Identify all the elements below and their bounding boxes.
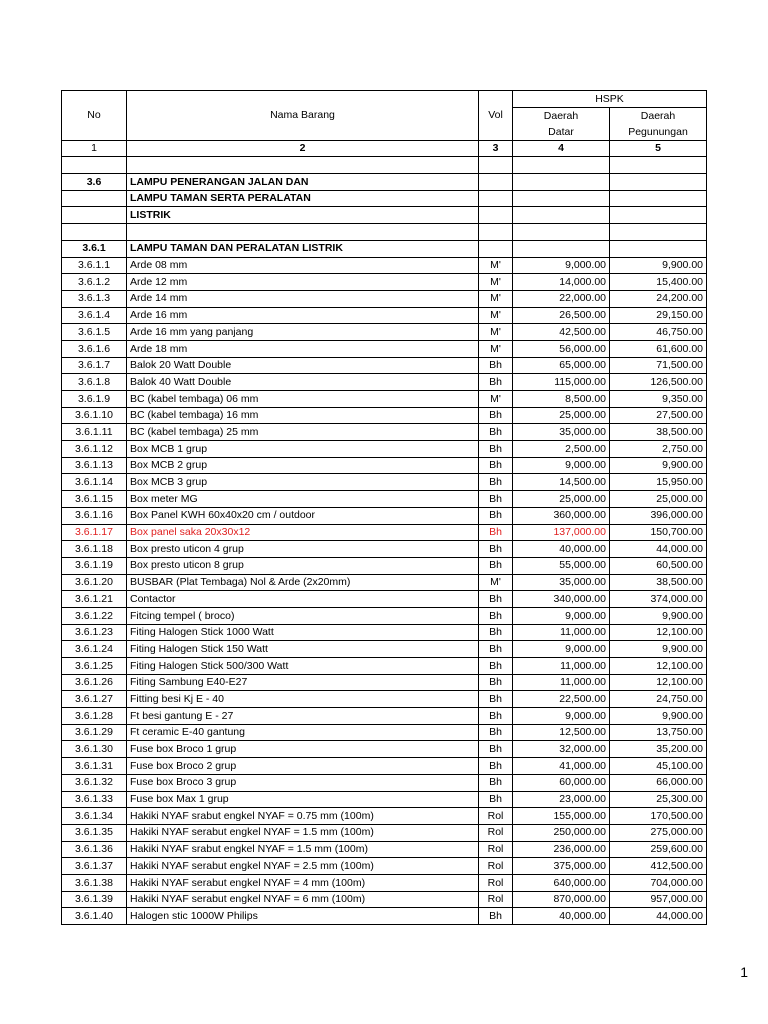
- item-name: Hakiki NYAF serabut engkel NYAF = 4 mm (100m): [127, 874, 479, 891]
- item-no: 3.6.1.40: [62, 908, 127, 925]
- item-price-pegunungan: 44,000.00: [610, 541, 707, 558]
- item-price-pegunungan: 27,500.00: [610, 407, 707, 424]
- item-no: 3.6.1.33: [62, 791, 127, 808]
- table-row: [62, 441, 707, 458]
- item-vol: M': [479, 574, 513, 591]
- table-row: [62, 524, 707, 541]
- table-row: [62, 307, 707, 324]
- item-price-datar: 360,000.00: [513, 507, 610, 524]
- item-no: 3.6.1.25: [62, 658, 127, 675]
- item-no: 3.6.1.22: [62, 607, 127, 624]
- item-price-pegunungan: 12,100.00: [610, 624, 707, 641]
- item-price-datar: 41,000.00: [513, 758, 610, 775]
- table-row: [62, 658, 707, 675]
- header-row-1: [62, 91, 707, 108]
- header-daerah-datar-line1: Daerah: [543, 109, 579, 122]
- section-row-2: [62, 190, 707, 207]
- table-row: [62, 491, 707, 508]
- item-name: Fuse box Broco 1 grup: [127, 741, 479, 758]
- item-no: 3.6.1.35: [62, 824, 127, 841]
- item-price-datar: 35,000.00: [513, 424, 610, 441]
- col-number-5: 5: [610, 140, 707, 157]
- item-price-datar: 11,000.00: [513, 674, 610, 691]
- item-name: Fiting Sambung E40-E27: [127, 674, 479, 691]
- table-row: [62, 758, 707, 775]
- table-row: [62, 824, 707, 841]
- item-vol: Bh: [479, 507, 513, 524]
- blank-row: [62, 224, 707, 241]
- header-nama-barang: Nama Barang: [127, 91, 479, 141]
- item-name: Fiting Halogen Stick 500/300 Watt: [127, 658, 479, 675]
- item-no: 3.6.1.2: [62, 274, 127, 291]
- item-price-pegunungan: 25,000.00: [610, 491, 707, 508]
- item-price-datar: 870,000.00: [513, 891, 610, 908]
- item-price-datar: 137,000.00: [513, 524, 610, 541]
- item-price-datar: 56,000.00: [513, 340, 610, 357]
- item-vol: Rol: [479, 891, 513, 908]
- item-price-datar: 155,000.00: [513, 808, 610, 825]
- item-no: 3.6.1.5: [62, 324, 127, 341]
- header-no: No: [62, 91, 127, 141]
- item-price-pegunungan: 9,350.00: [610, 391, 707, 408]
- item-price-pegunungan: 25,300.00: [610, 791, 707, 808]
- item-vol: Bh: [479, 908, 513, 925]
- item-no: 3.6.1.39: [62, 891, 127, 908]
- header-hspk: HSPK: [513, 91, 707, 108]
- item-vol: Rol: [479, 841, 513, 858]
- item-no: 3.6.1.8: [62, 374, 127, 391]
- item-name: Box MCB 1 grup: [127, 441, 479, 458]
- item-price-datar: 11,000.00: [513, 658, 610, 675]
- item-name: Hakiki NYAF serabut engkel NYAF = 1.5 mm (100m): [127, 824, 479, 841]
- item-name: Fuse box Broco 3 grup: [127, 774, 479, 791]
- item-name: BC (kabel tembaga) 16 mm: [127, 407, 479, 424]
- item-name: Fuse box Broco 2 grup: [127, 758, 479, 775]
- item-vol: M': [479, 307, 513, 324]
- item-no: 3.6.1.36: [62, 841, 127, 858]
- item-price-datar: 9,000.00: [513, 708, 610, 725]
- item-price-pegunungan: 275,000.00: [610, 824, 707, 841]
- item-name: Box meter MG: [127, 491, 479, 508]
- item-vol: Bh: [479, 524, 513, 541]
- item-no: 3.6.1.21: [62, 591, 127, 608]
- item-name: BC (kabel tembaga) 06 mm: [127, 391, 479, 408]
- item-price-pegunungan: 24,200.00: [610, 290, 707, 307]
- item-price-datar: 640,000.00: [513, 874, 610, 891]
- item-name: Ft besi gantung E - 27: [127, 708, 479, 725]
- section-no: 3.6: [62, 174, 127, 191]
- item-name: Fitting besi Kj E - 40: [127, 691, 479, 708]
- item-no: 3.6.1.6: [62, 340, 127, 357]
- item-price-datar: 9,000.00: [513, 257, 610, 274]
- table-row: [62, 841, 707, 858]
- item-price-pegunungan: 9,900.00: [610, 457, 707, 474]
- item-no: 3.6.1.19: [62, 557, 127, 574]
- col-number-1: 1: [62, 140, 127, 157]
- item-price-datar: 35,000.00: [513, 574, 610, 591]
- item-price-pegunungan: 412,500.00: [610, 858, 707, 875]
- item-name: Box panel saka 20x30x12: [127, 524, 479, 541]
- item-price-datar: 2,500.00: [513, 441, 610, 458]
- item-name: Contactor: [127, 591, 479, 608]
- item-price-pegunungan: 12,100.00: [610, 674, 707, 691]
- header-daerah-pegunungan-line1: Daerah: [640, 109, 676, 122]
- col-number-4: 4: [513, 140, 610, 157]
- item-price-datar: 22,500.00: [513, 691, 610, 708]
- table-row: [62, 290, 707, 307]
- item-name: Arde 08 mm: [127, 257, 479, 274]
- item-no: 3.6.1.3: [62, 290, 127, 307]
- item-vol: Bh: [479, 441, 513, 458]
- section-row-1: [62, 174, 707, 191]
- item-name: Balok 40 Watt Double: [127, 374, 479, 391]
- item-no: 3.6.1.23: [62, 624, 127, 641]
- item-name: Box presto uticon 8 grup: [127, 557, 479, 574]
- item-vol: Rol: [479, 858, 513, 875]
- item-price-pegunungan: 396,000.00: [610, 507, 707, 524]
- table-row: [62, 324, 707, 341]
- table-row: [62, 624, 707, 641]
- table-row: [62, 724, 707, 741]
- table-row: [62, 874, 707, 891]
- item-price-pegunungan: 13,750.00: [610, 724, 707, 741]
- item-price-pegunungan: 2,750.00: [610, 441, 707, 458]
- item-price-datar: 11,000.00: [513, 624, 610, 641]
- item-name: Hakiki NYAF srabut engkel NYAF = 0.75 mm (100m): [127, 808, 479, 825]
- item-no: 3.6.1.1: [62, 257, 127, 274]
- table-row: [62, 340, 707, 357]
- item-price-datar: 14,500.00: [513, 474, 610, 491]
- item-vol: Bh: [479, 541, 513, 558]
- subsection-row: [62, 240, 707, 257]
- item-price-pegunungan: 957,000.00: [610, 891, 707, 908]
- item-price-datar: 26,500.00: [513, 307, 610, 324]
- header-daerah-pegunungan: [610, 107, 707, 140]
- item-price-pegunungan: 29,150.00: [610, 307, 707, 324]
- item-price-pegunungan: 150,700.00: [610, 524, 707, 541]
- item-no: 3.6.1.37: [62, 858, 127, 875]
- item-name: Box MCB 3 grup: [127, 474, 479, 491]
- blank-row: [62, 157, 707, 174]
- item-vol: Bh: [479, 774, 513, 791]
- item-price-datar: 60,000.00: [513, 774, 610, 791]
- table-row: [62, 891, 707, 908]
- item-name: Arde 14 mm: [127, 290, 479, 307]
- item-vol: Bh: [479, 424, 513, 441]
- item-no: 3.6.1.9: [62, 391, 127, 408]
- item-name: Halogen stic 1000W Philips: [127, 908, 479, 925]
- table-row: [62, 541, 707, 558]
- item-price-pegunungan: 45,100.00: [610, 758, 707, 775]
- table-row: [62, 457, 707, 474]
- table-row: [62, 391, 707, 408]
- item-name: Fuse box Max 1 grup: [127, 791, 479, 808]
- table-row: [62, 257, 707, 274]
- item-price-datar: 22,000.00: [513, 290, 610, 307]
- table-row: [62, 474, 707, 491]
- item-price-pegunungan: 38,500.00: [610, 424, 707, 441]
- item-name: Arde 16 mm: [127, 307, 479, 324]
- item-price-pegunungan: 66,000.00: [610, 774, 707, 791]
- item-price-datar: 25,000.00: [513, 491, 610, 508]
- item-no: 3.6.1.31: [62, 758, 127, 775]
- item-no: 3.6.1.17: [62, 524, 127, 541]
- item-vol: Bh: [479, 591, 513, 608]
- table-row: [62, 858, 707, 875]
- item-price-pegunungan: 15,400.00: [610, 274, 707, 291]
- item-price-pegunungan: 12,100.00: [610, 658, 707, 675]
- item-no: 3.6.1.10: [62, 407, 127, 424]
- item-price-pegunungan: 71,500.00: [610, 357, 707, 374]
- item-vol: M': [479, 340, 513, 357]
- item-price-pegunungan: 126,500.00: [610, 374, 707, 391]
- item-price-datar: 23,000.00: [513, 791, 610, 808]
- item-no: 3.6.1.15: [62, 491, 127, 508]
- item-vol: M': [479, 257, 513, 274]
- table-row: [62, 574, 707, 591]
- table-body: [62, 91, 707, 925]
- item-price-pegunungan: 35,200.00: [610, 741, 707, 758]
- header-daerah-datar: [513, 107, 610, 140]
- item-name: Arde 18 mm: [127, 340, 479, 357]
- item-no: 3.6.1.11: [62, 424, 127, 441]
- table-row: [62, 407, 707, 424]
- item-vol: Bh: [479, 457, 513, 474]
- item-name: Box Panel KWH 60x40x20 cm / outdoor: [127, 507, 479, 524]
- section-title-line-3: LISTRIK: [127, 207, 479, 224]
- item-price-datar: 40,000.00: [513, 908, 610, 925]
- item-vol: Bh: [479, 557, 513, 574]
- item-no: 3.6.1.32: [62, 774, 127, 791]
- item-price-datar: 14,000.00: [513, 274, 610, 291]
- item-no: 3.6.1.13: [62, 457, 127, 474]
- item-price-datar: 375,000.00: [513, 858, 610, 875]
- item-price-pegunungan: 38,500.00: [610, 574, 707, 591]
- item-name: Hakiki NYAF srabut engkel NYAF = 1.5 mm (100m): [127, 841, 479, 858]
- item-vol: Bh: [479, 791, 513, 808]
- item-vol: Bh: [479, 624, 513, 641]
- table-row: [62, 641, 707, 658]
- item-vol: Bh: [479, 607, 513, 624]
- table-row: [62, 424, 707, 441]
- item-name: Arde 16 mm yang panjang: [127, 324, 479, 341]
- item-name: Fitcing tempel ( broco): [127, 607, 479, 624]
- item-no: 3.6.1.14: [62, 474, 127, 491]
- item-name: Hakiki NYAF serabut engkel NYAF = 2.5 mm (100m): [127, 858, 479, 875]
- item-vol: Bh: [479, 658, 513, 675]
- table-row: [62, 607, 707, 624]
- item-price-datar: 55,000.00: [513, 557, 610, 574]
- item-name: Box presto uticon 4 grup: [127, 541, 479, 558]
- item-price-datar: 12,500.00: [513, 724, 610, 741]
- item-name: Balok 20 Watt Double: [127, 357, 479, 374]
- table-row: [62, 791, 707, 808]
- item-no: 3.6.1.24: [62, 641, 127, 658]
- page-number: 1: [740, 964, 748, 980]
- item-price-datar: 9,000.00: [513, 641, 610, 658]
- item-vol: Rol: [479, 874, 513, 891]
- item-no: 3.6.1.30: [62, 741, 127, 758]
- item-no: 3.6.1.4: [62, 307, 127, 324]
- item-vol: Bh: [479, 474, 513, 491]
- item-vol: M': [479, 324, 513, 341]
- item-price-datar: 115,000.00: [513, 374, 610, 391]
- item-vol: Bh: [479, 708, 513, 725]
- item-no: 3.6.1.28: [62, 708, 127, 725]
- header-daerah-pegunungan-line2: Pegunungan: [628, 125, 688, 138]
- item-vol: Bh: [479, 407, 513, 424]
- header-vol: Vol: [479, 91, 513, 141]
- item-no: 3.6.1.7: [62, 357, 127, 374]
- item-price-pegunungan: 374,000.00: [610, 591, 707, 608]
- item-price-pegunungan: 704,000.00: [610, 874, 707, 891]
- section-title-line-2: LAMPU TAMAN SERTA PERALATAN: [127, 190, 479, 207]
- table-row: [62, 591, 707, 608]
- item-vol: Bh: [479, 691, 513, 708]
- item-price-pegunungan: 61,600.00: [610, 340, 707, 357]
- section-title-line-1: LAMPU PENERANGAN JALAN DAN: [127, 174, 479, 191]
- item-no: 3.6.1.34: [62, 808, 127, 825]
- item-price-pegunungan: 60,500.00: [610, 557, 707, 574]
- subsection-no: 3.6.1: [62, 240, 127, 257]
- item-price-pegunungan: 44,000.00: [610, 908, 707, 925]
- item-name: BUSBAR (Plat Tembaga) Nol & Arde (2x20mm): [127, 574, 479, 591]
- item-price-datar: 9,000.00: [513, 457, 610, 474]
- item-name: Arde 12 mm: [127, 274, 479, 291]
- table-row: [62, 507, 707, 524]
- item-vol: Rol: [479, 824, 513, 841]
- item-price-datar: 236,000.00: [513, 841, 610, 858]
- item-vol: Bh: [479, 357, 513, 374]
- section-row-3: [62, 207, 707, 224]
- table-row: [62, 557, 707, 574]
- table-row: [62, 374, 707, 391]
- column-number-row: [62, 140, 707, 157]
- table-row: [62, 691, 707, 708]
- subsection-title: LAMPU TAMAN DAN PERALATAN LISTRIK: [127, 240, 479, 257]
- col-number-2: 2: [127, 140, 479, 157]
- item-vol: Bh: [479, 641, 513, 658]
- item-price-pegunungan: 9,900.00: [610, 607, 707, 624]
- item-vol: Bh: [479, 724, 513, 741]
- item-price-datar: 9,000.00: [513, 607, 610, 624]
- item-no: 3.6.1.16: [62, 507, 127, 524]
- item-price-datar: 250,000.00: [513, 824, 610, 841]
- table-row: [62, 908, 707, 925]
- table-row: [62, 741, 707, 758]
- item-price-datar: 25,000.00: [513, 407, 610, 424]
- table-row: [62, 357, 707, 374]
- item-vol: M': [479, 274, 513, 291]
- item-name: Ft ceramic E-40 gantung: [127, 724, 479, 741]
- item-price-datar: 340,000.00: [513, 591, 610, 608]
- table-row: [62, 774, 707, 791]
- item-name: Hakiki NYAF serabut engkel NYAF = 6 mm (100m): [127, 891, 479, 908]
- table-row: [62, 708, 707, 725]
- item-no: 3.6.1.20: [62, 574, 127, 591]
- item-price-datar: 40,000.00: [513, 541, 610, 558]
- item-vol: Bh: [479, 674, 513, 691]
- hspk-price-table: [61, 90, 707, 925]
- item-name: Fiting Halogen Stick 150 Watt: [127, 641, 479, 658]
- item-no: 3.6.1.29: [62, 724, 127, 741]
- item-no: 3.6.1.18: [62, 541, 127, 558]
- item-name: Box MCB 2 grup: [127, 457, 479, 474]
- item-price-datar: 42,500.00: [513, 324, 610, 341]
- item-price-datar: 65,000.00: [513, 357, 610, 374]
- item-vol: Rol: [479, 808, 513, 825]
- item-no: 3.6.1.38: [62, 874, 127, 891]
- item-no: 3.6.1.12: [62, 441, 127, 458]
- item-price-pegunungan: 9,900.00: [610, 641, 707, 658]
- item-vol: Bh: [479, 741, 513, 758]
- table-row: [62, 274, 707, 291]
- item-price-pegunungan: 170,500.00: [610, 808, 707, 825]
- item-vol: M': [479, 290, 513, 307]
- header-daerah-datar-line2: Datar: [548, 125, 574, 138]
- item-price-pegunungan: 9,900.00: [610, 708, 707, 725]
- col-number-3: 3: [479, 140, 513, 157]
- item-vol: Bh: [479, 491, 513, 508]
- item-name: Fiting Halogen Stick 1000 Watt: [127, 624, 479, 641]
- item-vol: Bh: [479, 758, 513, 775]
- item-price-pegunungan: 9,900.00: [610, 257, 707, 274]
- item-name: BC (kabel tembaga) 25 mm: [127, 424, 479, 441]
- item-price-pegunungan: 15,950.00: [610, 474, 707, 491]
- item-price-pegunungan: 24,750.00: [610, 691, 707, 708]
- item-vol: M': [479, 391, 513, 408]
- table-row: [62, 674, 707, 691]
- item-price-pegunungan: 259,600.00: [610, 841, 707, 858]
- item-price-datar: 8,500.00: [513, 391, 610, 408]
- item-price-pegunungan: 46,750.00: [610, 324, 707, 341]
- item-no: 3.6.1.26: [62, 674, 127, 691]
- item-vol: Bh: [479, 374, 513, 391]
- item-price-datar: 32,000.00: [513, 741, 610, 758]
- table-row: [62, 808, 707, 825]
- item-no: 3.6.1.27: [62, 691, 127, 708]
